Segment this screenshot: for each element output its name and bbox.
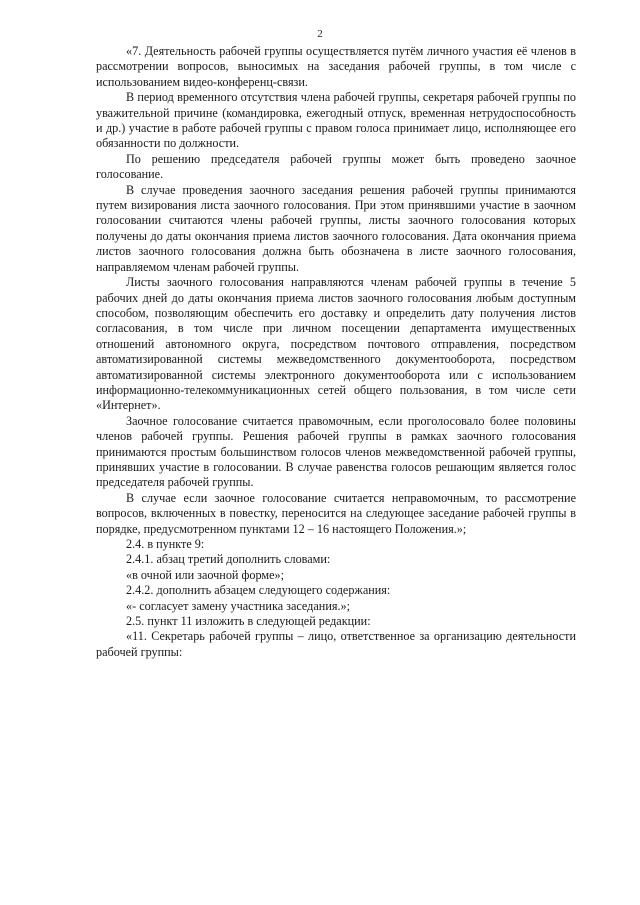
clause-2-4-1: 2.4.1. абзац третий дополнить словами: bbox=[126, 552, 331, 567]
paragraph-voting-sheets: Листы заочного голосования направляются членам рабочей группы в течение 5 рабочих дней до даты окончания приема листов заочного голосования любым доступным способом, позволяющим обеспечить его доставку и определить дату получения листов согласования, в том числе при личном посещении департамента имущественных отношений автономного округа, посредством почтового отправления, посредством автоматизированной системы межведомственного документооборота, посредством автоматизированной системы электронного документооборота или с использованием информационно-телекоммуникационных сетей общего пользования, в том числе сети «Интернет». bbox=[96, 275, 576, 413]
paragraph-item-7: «7. Деятельность рабочей группы осуществляется путём личного участия её членов в рассмотрении вопросов, выносимых на заседания рабочей группы, в том числе с использованием видео-конференц-связи. bbox=[96, 44, 576, 89]
clause-2-4-1-text: «в очной или заочной форме»; bbox=[126, 567, 284, 582]
paragraph-item-11: «11. Секретарь рабочей группы – лицо, ответственное за организацию деятельности рабочей группы: bbox=[96, 629, 576, 659]
paragraph-invalid-vote: В случае если заочное голосование считается неправомочным, то рассмотрение вопросов, включенных в повестку, переносится на следующее заседание рабочей группы в порядке, предусмотренном пунктами 12 – 16 настоящего Положения.»; bbox=[96, 490, 576, 536]
paragraph-temporary-absence: В период временного отсутствия члена рабочей группы, секретаря рабочей группы по уважительной причине (командировка, ежегодный отпуск, временная нетрудоспособность и др.) участие в работе рабочей группы с правом голоса принимает лицо, исполняющее его обязанности по должности. bbox=[96, 90, 576, 151]
clause-2-4-2: 2.4.2. дополнить абзацем следующего содержания: bbox=[126, 583, 391, 598]
page-number: 2 bbox=[317, 28, 323, 40]
paragraph-chair-decision: По решению председателя рабочей группы может быть проведено заочное голосование. bbox=[96, 151, 576, 182]
paragraph-quorum: Заочное голосование считается правомочным, если проголосовало более половины членов рабочей группы. Решения рабочей группы в рамках заочного голосования принимаются простым большинством голосов членов межведомственной рабочей группы, принявших участие в голосовании. В случае равенства голосов решающим является голос председателя рабочей группы. bbox=[96, 413, 576, 490]
clause-2-4-2-text: «- согласует замену участника заседания.»; bbox=[126, 598, 350, 613]
paragraph-absentee-meeting: В случае проведения заочного заседания решения рабочей группы принимаются путем визирования листа заочного голосования. При этом принявшими участие в заочном голосовании считаются члены рабочей группы, листы заочного голосования которых получены до даты окончания приема листов заочного голосования. Дата окончания приема листов заочного голосования должна быть обозначена в листе заочного голосования, направляемом членам рабочей группы. bbox=[96, 182, 576, 274]
document-body bbox=[96, 44, 576, 660]
clause-2-4: 2.4. в пункте 9: bbox=[126, 537, 205, 551]
clause-2-5: 2.5. пункт 11 изложить в следующей редакции: bbox=[126, 614, 371, 629]
